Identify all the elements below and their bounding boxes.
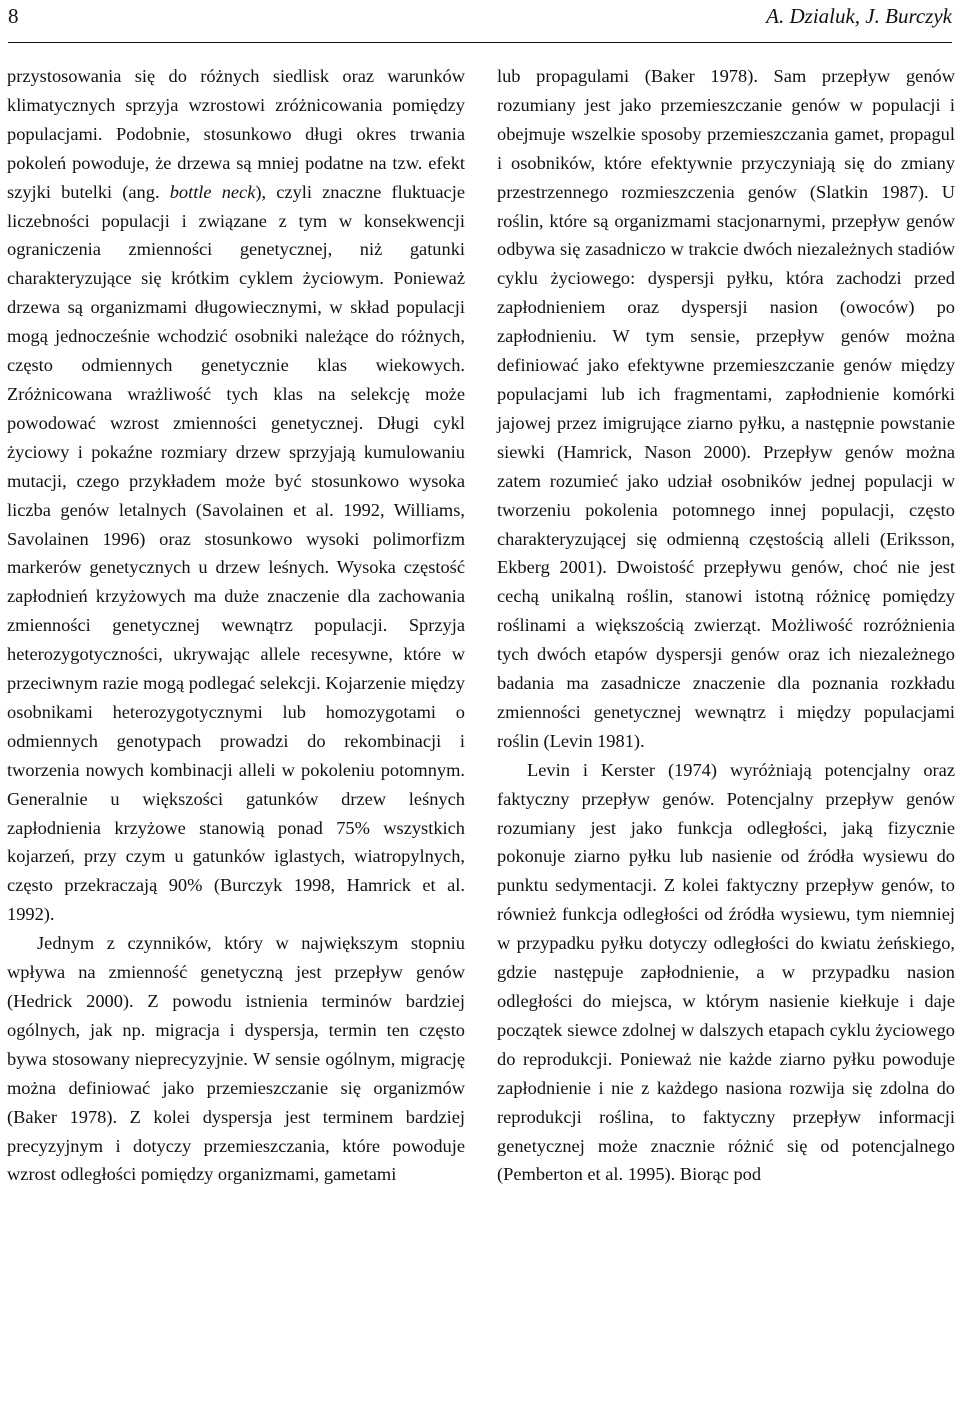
left-paragraph-1 — [7, 62, 465, 929]
left-paragraph-1-part-a: przystosowania się do różnych siedlisk oraz warunków klimatycznych sprzyja wzrostowi zróżnicowania pomiędzy populacjami. Podobnie, stosunkowo długi okres trwania pokoleń powoduje, że drzewa są mniej podatne na tzw. efekt szyjki butelki (ang. — [7, 66, 465, 202]
page-header — [8, 0, 952, 43]
right-paragraph-1: lub propagulami (Baker 1978). Sam przepływ genów rozumiany jest jako przemieszczanie genów w populacji i obejmuje wszelkie sposoby przemieszczania gamet, propagul i osobników, które efektywnie przyczyniają się do zmiany przestrzennego rozmieszczenia genów (Slatkin 1987). U roślin, które są organizmami stacjonarnymi, przepływ genów odbywa się zasadniczo w trakcie dwóch niezależnych stadiów cyklu życiowego: dyspersji pyłku, która zachodzi przed zapłodnieniem oraz dyspersji nasion (owoców) po zapłodnieniu. W tym sensie, przepływ genów można definiować jako efektywne przemieszczanie genów między populacjami lub ich fragmentami, zapłodnienie komórki jajowej przez imigrujące ziarno pyłku, a następnie powstanie siewki (Hamrick, Nason 2000). Przepływ genów można zatem rozumieć jako udział osobników jednej populacji w tworzeniu pokolenia potomnego innej populacji, często charakteryzującej się odmienną częstością alleli (Eriksson, Ekberg 2001). Dwoistość przepływu genów, choć nie jest cechą unikalną roślin, stanowi istotną różnicę pomiędzy roślinami a większością zwierząt. Możliwość rozróżnienia tych dwóch etapów dyspersji genów oraz ich niezależnego badania ma zasadnicze znaczenie dla poznania rozkładu zmienności genetycznej wewnątrz i między populacjami roślin (Levin 1981). — [497, 66, 955, 751]
bottle-neck-term: bottle neck — [169, 181, 256, 202]
left-column — [7, 62, 465, 1189]
left-paragraph-1-part-b: ), czyli znaczne fluktuacje liczebności populacji i związane z tym w konsekwencji ograniczenia zmienności genetycznej, niż gatunki charakteryzujące się krótkim cyklem życiowym. Ponieważ drzewa są organizmami długowiecznymi, w skład populacji mogą jednocześnie wchodzić osobniki należące do różnych, często odmiennych genetycznie klas wiekowych. Zróżnicowana wrażliwość tych klas na selekcję może powodować wzrost zmienności genetycznej. Długi cykl życiowy i pokaźne rozmiary drzew sprzyjają kumulowaniu mutacji, czego przykładem może być stosunkowo wysoka liczba genów letalnych (Savolainen et al. 1992, Williams, Savolainen 1996) oraz stosunkowo wysoki polimorfizm markerów genetycznych u drzew leśnych. Wysoka częstość zapłodnień krzyżowych ma duże znaczenie dla zachowania zmienności genetycznej wewnątrz populacji. Sprzyja heterozygotyczności, ukrywając allele recesywne, które w przeciwnym razie mogą podlegać selekcji. Kojarzenie między osobnikami heterozygotycznymi lub homozygotami o odmiennych genotypach prowadzi do rekombinacji i tworzenia nowych kombinacji alleli w pokoleniu potomnym. Generalnie u większości gatunków drzew leśnych zapłodnienia krzyżowe stanowią ponad 75% wszystkich kojarzeń, przy czym u gatunków iglastych, wiatropylnych, często przekraczają 90% (Burczyk 1998, Hamrick et al. 1992). — [7, 181, 465, 925]
right-column — [497, 62, 955, 1189]
left-paragraph-2: Jednym z czynników, który w największym stopniu wpływa na zmienność genetyczną jest przepływ genów (Hedrick 2000). Z powodu istnienia terminów bardziej ogólnych, jak np. migracja i dyspersja, termin ten często bywa stosowany nieprecyzyjnie. W sensie ogólnym, migrację można definiować jako przemieszczanie się organizmów (Baker 1978). Z kolei dyspersja jest terminem bardziej precyzyjnym i dotyczy przemieszczania, które powoduje wzrost odległości pomiędzy organizmami, gametami — [7, 933, 465, 1185]
page-number: 8 — [8, 4, 19, 28]
running-head-authors: A. Dzialuk, J. Burczyk — [766, 4, 952, 28]
right-paragraph-2: Levin i Kerster (1974) wyróżniają potencjalny oraz faktyczny przepływ genów. Potencjalny przepływ genów rozumiany jest jako funkcja odległości, jaką fizycznie pokonuje ziarno pyłku lub nasienie od źródła wysiewu do punktu sedymentacji. Z kolei faktyczny przepływ genów, to również funkcja odległości od źródła wysiewu, tym niemniej w przypadku pyłku dotyczy odległości do kwiatu żeńskiego, gdzie następuje zapłodnienie, a w przypadku nasion odległości do miejsca, w którym nasienie kiełkuje i daje początek siewce zdolnej w dalszych etapach cyklu życiowego do reprodukcji. Ponieważ nie każde ziarno pyłku powoduje zapłodnienie i nie z każdego nasiona rozwija się zdolna do reprodukcji roślina, to faktyczny przepływ informacji genetycznej może znacznie różnić się od potencjalnego (Pemberton et al. 1995). Biorąc pod — [497, 759, 955, 1185]
